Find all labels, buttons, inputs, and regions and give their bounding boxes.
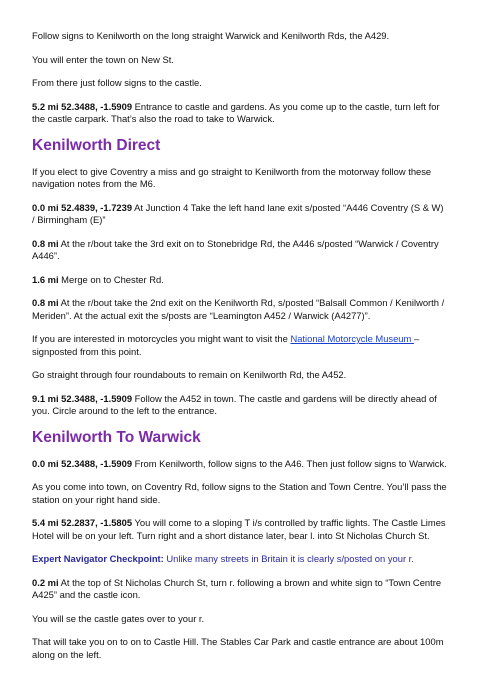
- section-heading-kenilworth-direct: Kenilworth Direct: [32, 136, 161, 154]
- waypoint-coordinates: 0.0 mi 52.3488, -1.5909: [32, 457, 133, 469]
- text: – signposted from this point.: [32, 333, 420, 357]
- paragraph: From there just follow signs to the castle.: [32, 77, 202, 88]
- waypoint-text: Entrance to castle and gardens. As you come up to the castle, turn left for the castle carpark. That’s also the road to take to Warwick.: [32, 100, 440, 124]
- checkpoint-label: Expert Navigator Checkpoint:: [32, 553, 164, 564]
- waypoint-distance: 0.8 mi: [32, 297, 59, 308]
- paragraph: You will enter the town on New St.: [32, 53, 174, 65]
- checkpoint-text: Unlike many streets in Britain it is clearly s/posted on your r.: [163, 553, 414, 564]
- text: If you are interested in motorcycles you might want to visit the: [32, 333, 291, 344]
- paragraph: [32, 333, 448, 358]
- waypoint-text: From Kenilworth, follow signs to the A46. Then just follow signs to Warwick.: [132, 457, 447, 469]
- waypoint-paragraph: [32, 202, 448, 227]
- waypoint-text: At Junction 4 Take the left hand lane exit s/posted “A446 Coventry (S & W) / Birmingham (E)”: [32, 201, 444, 225]
- waypoint-text: You will come to a sloping T i/s controlled by traffic lights. The Castle Limes Hotel will be on your left. Turn right and a short distance later, bear l. into St Nicholas Church St.: [32, 517, 446, 541]
- waypoint-paragraph: [32, 517, 448, 542]
- waypoint-paragraph: [32, 458, 448, 471]
- waypoint-text: At the r/bout take the 2nd exit on the Kenilworth Rd, s/posted “Balsall Common / Kenilworth / Meriden”. At the actual exit the s/posts are “Leamington A452 / Warwick (A4277)”.: [32, 297, 445, 321]
- paragraph: That will take you on to on to Castle Hill. The Stables Car Park and castle entrance are about 100m along on the left.: [32, 636, 444, 660]
- waypoint-distance: 1.6 mi: [32, 273, 59, 285]
- paragraph: You will se the castle gates over to your r.: [32, 612, 205, 624]
- paragraph: Go straight through four roundabouts to remain on Kenilworth Rd, the A452.: [32, 369, 347, 380]
- paragraph: If you elect to give Coventry a miss and go straight to Kenilworth from the motorway follow these navigation notes from the M6.: [32, 165, 432, 189]
- waypoint-distance: 0.8 mi: [32, 237, 59, 249]
- waypoint-paragraph: [32, 274, 448, 287]
- waypoint-coordinates: 5.4 mi 52.2837, -1.5805: [32, 517, 133, 528]
- waypoint-coordinates: 0.0 mi 52.4839, -1.7239: [32, 201, 133, 213]
- section-heading-kenilworth-to-warwick: Kenilworth To Warwick: [32, 428, 201, 446]
- waypoint-text: At the r/bout take the 3rd exit on to Stonebridge Rd, the A446 s/posted “Warwick / Coventry A446”.: [32, 237, 439, 261]
- waypoint-coordinates: 5.2 mi 52.3488, -1.5909: [32, 100, 133, 112]
- waypoint-distance: 0.2 mi: [32, 576, 59, 588]
- waypoint-paragraph: [32, 101, 448, 126]
- waypoint-paragraph: [32, 297, 448, 322]
- waypoint-paragraph: [32, 577, 448, 602]
- waypoint-text: At the top of St Nicholas Church St, turn r. following a brown and white sign to “Town Centre A425” and the castle icon.: [32, 576, 442, 600]
- waypoint-text: Merge on to Chester Rd.: [58, 273, 164, 285]
- waypoint-paragraph: [32, 393, 448, 418]
- checkpoint-paragraph: [32, 553, 448, 566]
- paragraph: Follow signs to Kenilworth on the long straight Warwick and Kenilworth Rds, the A429.: [32, 30, 390, 41]
- waypoint-paragraph: [32, 238, 448, 263]
- waypoint-coordinates: 9.1 mi 52.3488, -1.5909: [32, 392, 133, 404]
- waypoint-text: Follow the A452 in town. The castle and gardens will be directly ahead of you. Circle around to the left to the entrance.: [32, 392, 437, 416]
- museum-link[interactable]: National Motorcycle Museum: [290, 333, 414, 344]
- paragraph: As you come into town, on Coventry Rd, follow signs to the Station and Town Centre. You’ll pass the station on your right hand side.: [32, 481, 447, 505]
